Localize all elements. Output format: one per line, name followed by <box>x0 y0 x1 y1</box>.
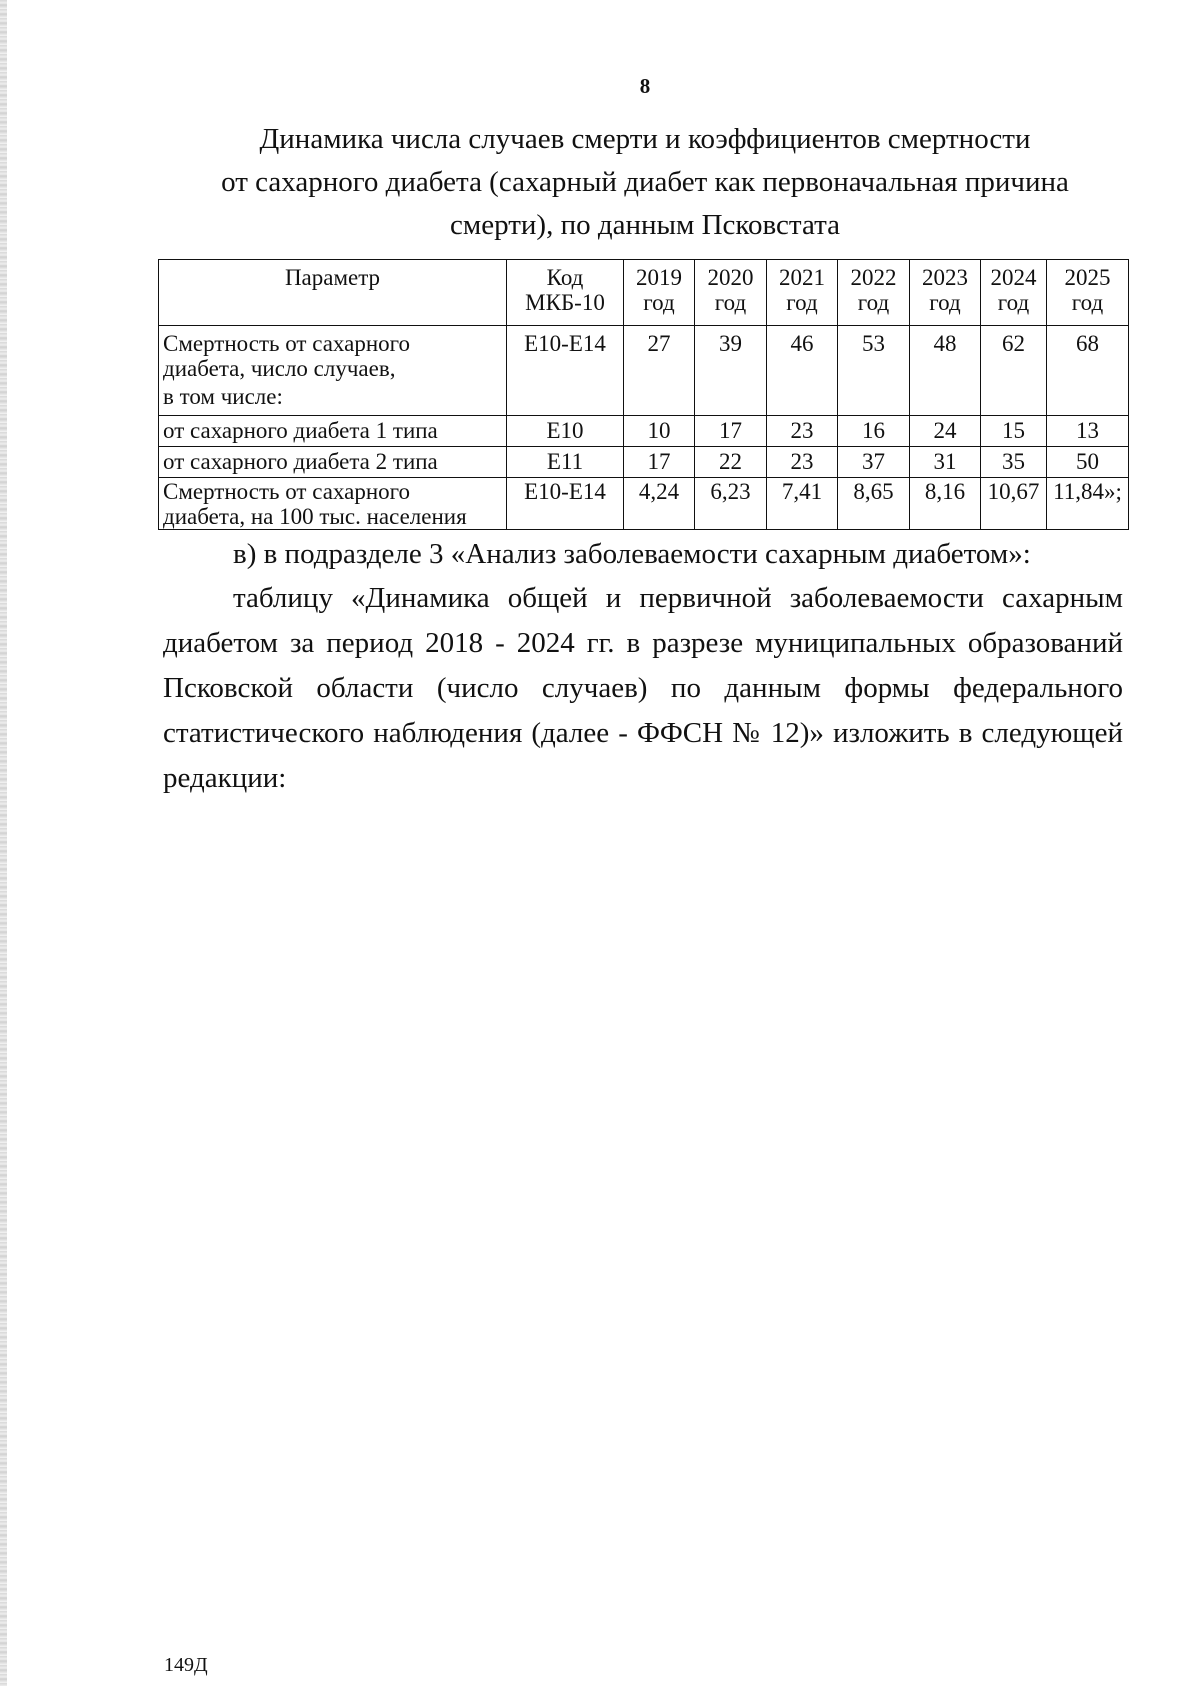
value-cell: 39 <box>695 326 767 416</box>
header-text: год <box>786 290 818 315</box>
value-cell: 22 <box>695 447 767 478</box>
header-text: МКБ-10 <box>525 290 605 315</box>
code-cell: E10-E14 <box>507 478 624 530</box>
value-cell: 68 <box>1047 326 1129 416</box>
header-year-2021 <box>767 260 838 326</box>
param-text: в том числе: <box>163 384 283 409</box>
header-text: 2019 <box>636 265 682 290</box>
value-cell: 8,16 <box>910 478 981 530</box>
value-cell: 62 <box>981 326 1047 416</box>
param-text: Смертность от сахарного <box>163 331 411 356</box>
value-cell: 24 <box>910 416 981 447</box>
param-text: Смертность от сахарного <box>163 479 411 504</box>
header-text: 2022 <box>850 265 897 290</box>
value-cell: 17 <box>695 416 767 447</box>
value-cell: 11,84»; <box>1047 478 1129 530</box>
value-cell: 7,41 <box>767 478 838 530</box>
value-cell: 16 <box>838 416 910 447</box>
value-cell: 35 <box>981 447 1047 478</box>
header-text: 2021 <box>779 265 825 290</box>
value-cell: 48 <box>910 326 981 416</box>
header-text: 2020 <box>707 265 754 290</box>
value-cell: 13 <box>1047 416 1129 447</box>
value-cell: 10 <box>624 416 695 447</box>
value-cell: 23 <box>767 447 838 478</box>
header-year-2025 <box>1047 260 1129 326</box>
param-text: от сахарного диабета 1 типа <box>163 418 438 443</box>
header-text: 2025 <box>1064 265 1111 290</box>
instruction-paragraph: таблицу «Динамика общей и первичной заболеваемости сахарным диабетом за период 2018 - 2024 гг. в разрезе муниципальных образований Псковской области (число случаев) по данным формы федерального статистического наблюдения (далее - ФФСН № 12)» изложить в следующей редакции: <box>163 582 1123 794</box>
value-cell: 31 <box>910 447 981 478</box>
document-code: 149Д <box>164 1654 208 1676</box>
header-year-2023 <box>910 260 981 326</box>
header-year-2019 <box>624 260 695 326</box>
header-text: 2024 <box>990 265 1037 290</box>
param-cell <box>159 478 507 530</box>
header-text: год <box>643 290 675 315</box>
header-year-2020 <box>695 260 767 326</box>
header-text: год <box>997 290 1030 315</box>
scan-edge <box>0 0 7 1686</box>
header-text: Код <box>546 265 584 290</box>
value-cell: 46 <box>767 326 838 416</box>
header-param <box>159 260 507 326</box>
value-cell: 4,24 <box>624 478 695 530</box>
header-year-2024 <box>981 260 1047 326</box>
value-cell: 17 <box>624 447 695 478</box>
value-cell: 37 <box>838 447 910 478</box>
title-line: Динамика числа случаев смерти и коэффициентов смертности <box>259 123 1031 155</box>
value-cell: 23 <box>767 416 838 447</box>
table-row <box>159 416 1129 447</box>
table-row <box>159 447 1129 478</box>
header-text: год <box>714 290 747 315</box>
value-cell: 27 <box>624 326 695 416</box>
value-cell: 53 <box>838 326 910 416</box>
header-text: Параметр <box>284 265 381 290</box>
value-cell: 10,67 <box>981 478 1047 530</box>
header-code <box>507 260 624 326</box>
mortality-table <box>158 259 1129 530</box>
param-text: от сахарного диабета 2 типа <box>163 449 438 474</box>
title-line: от сахарного диабета (сахарный диабет как первоначальная причина <box>221 166 1069 198</box>
value-cell: 6,23 <box>695 478 767 530</box>
param-text: диабета, на 100 тыс. населения <box>163 504 467 529</box>
param-cell <box>159 416 507 447</box>
table-header-row <box>159 260 1129 326</box>
code-cell: E11 <box>507 447 624 478</box>
code-cell: E10 <box>507 416 624 447</box>
param-cell <box>159 447 507 478</box>
param-cell <box>159 326 507 416</box>
value-cell: 50 <box>1047 447 1129 478</box>
table-row <box>159 326 1129 416</box>
param-text: диабета, число случаев, <box>163 356 396 381</box>
table-row <box>159 478 1129 530</box>
header-text: год <box>857 290 890 315</box>
header-text: год <box>929 290 961 315</box>
value-cell: 8,65 <box>838 478 910 530</box>
value-cell: 15 <box>981 416 1047 447</box>
table-title <box>160 118 1130 247</box>
subsection-paragraph: в) в подразделе 3 «Анализ заболеваемости сахарным диабетом»: <box>233 538 1031 570</box>
header-text: 2023 <box>922 265 968 290</box>
title-line: смерти), по данным Псковстата <box>450 209 840 241</box>
code-cell: E10-E14 <box>507 326 624 416</box>
header-text: год <box>1071 290 1104 315</box>
header-year-2022 <box>838 260 910 326</box>
page-number: 8 <box>639 74 651 98</box>
